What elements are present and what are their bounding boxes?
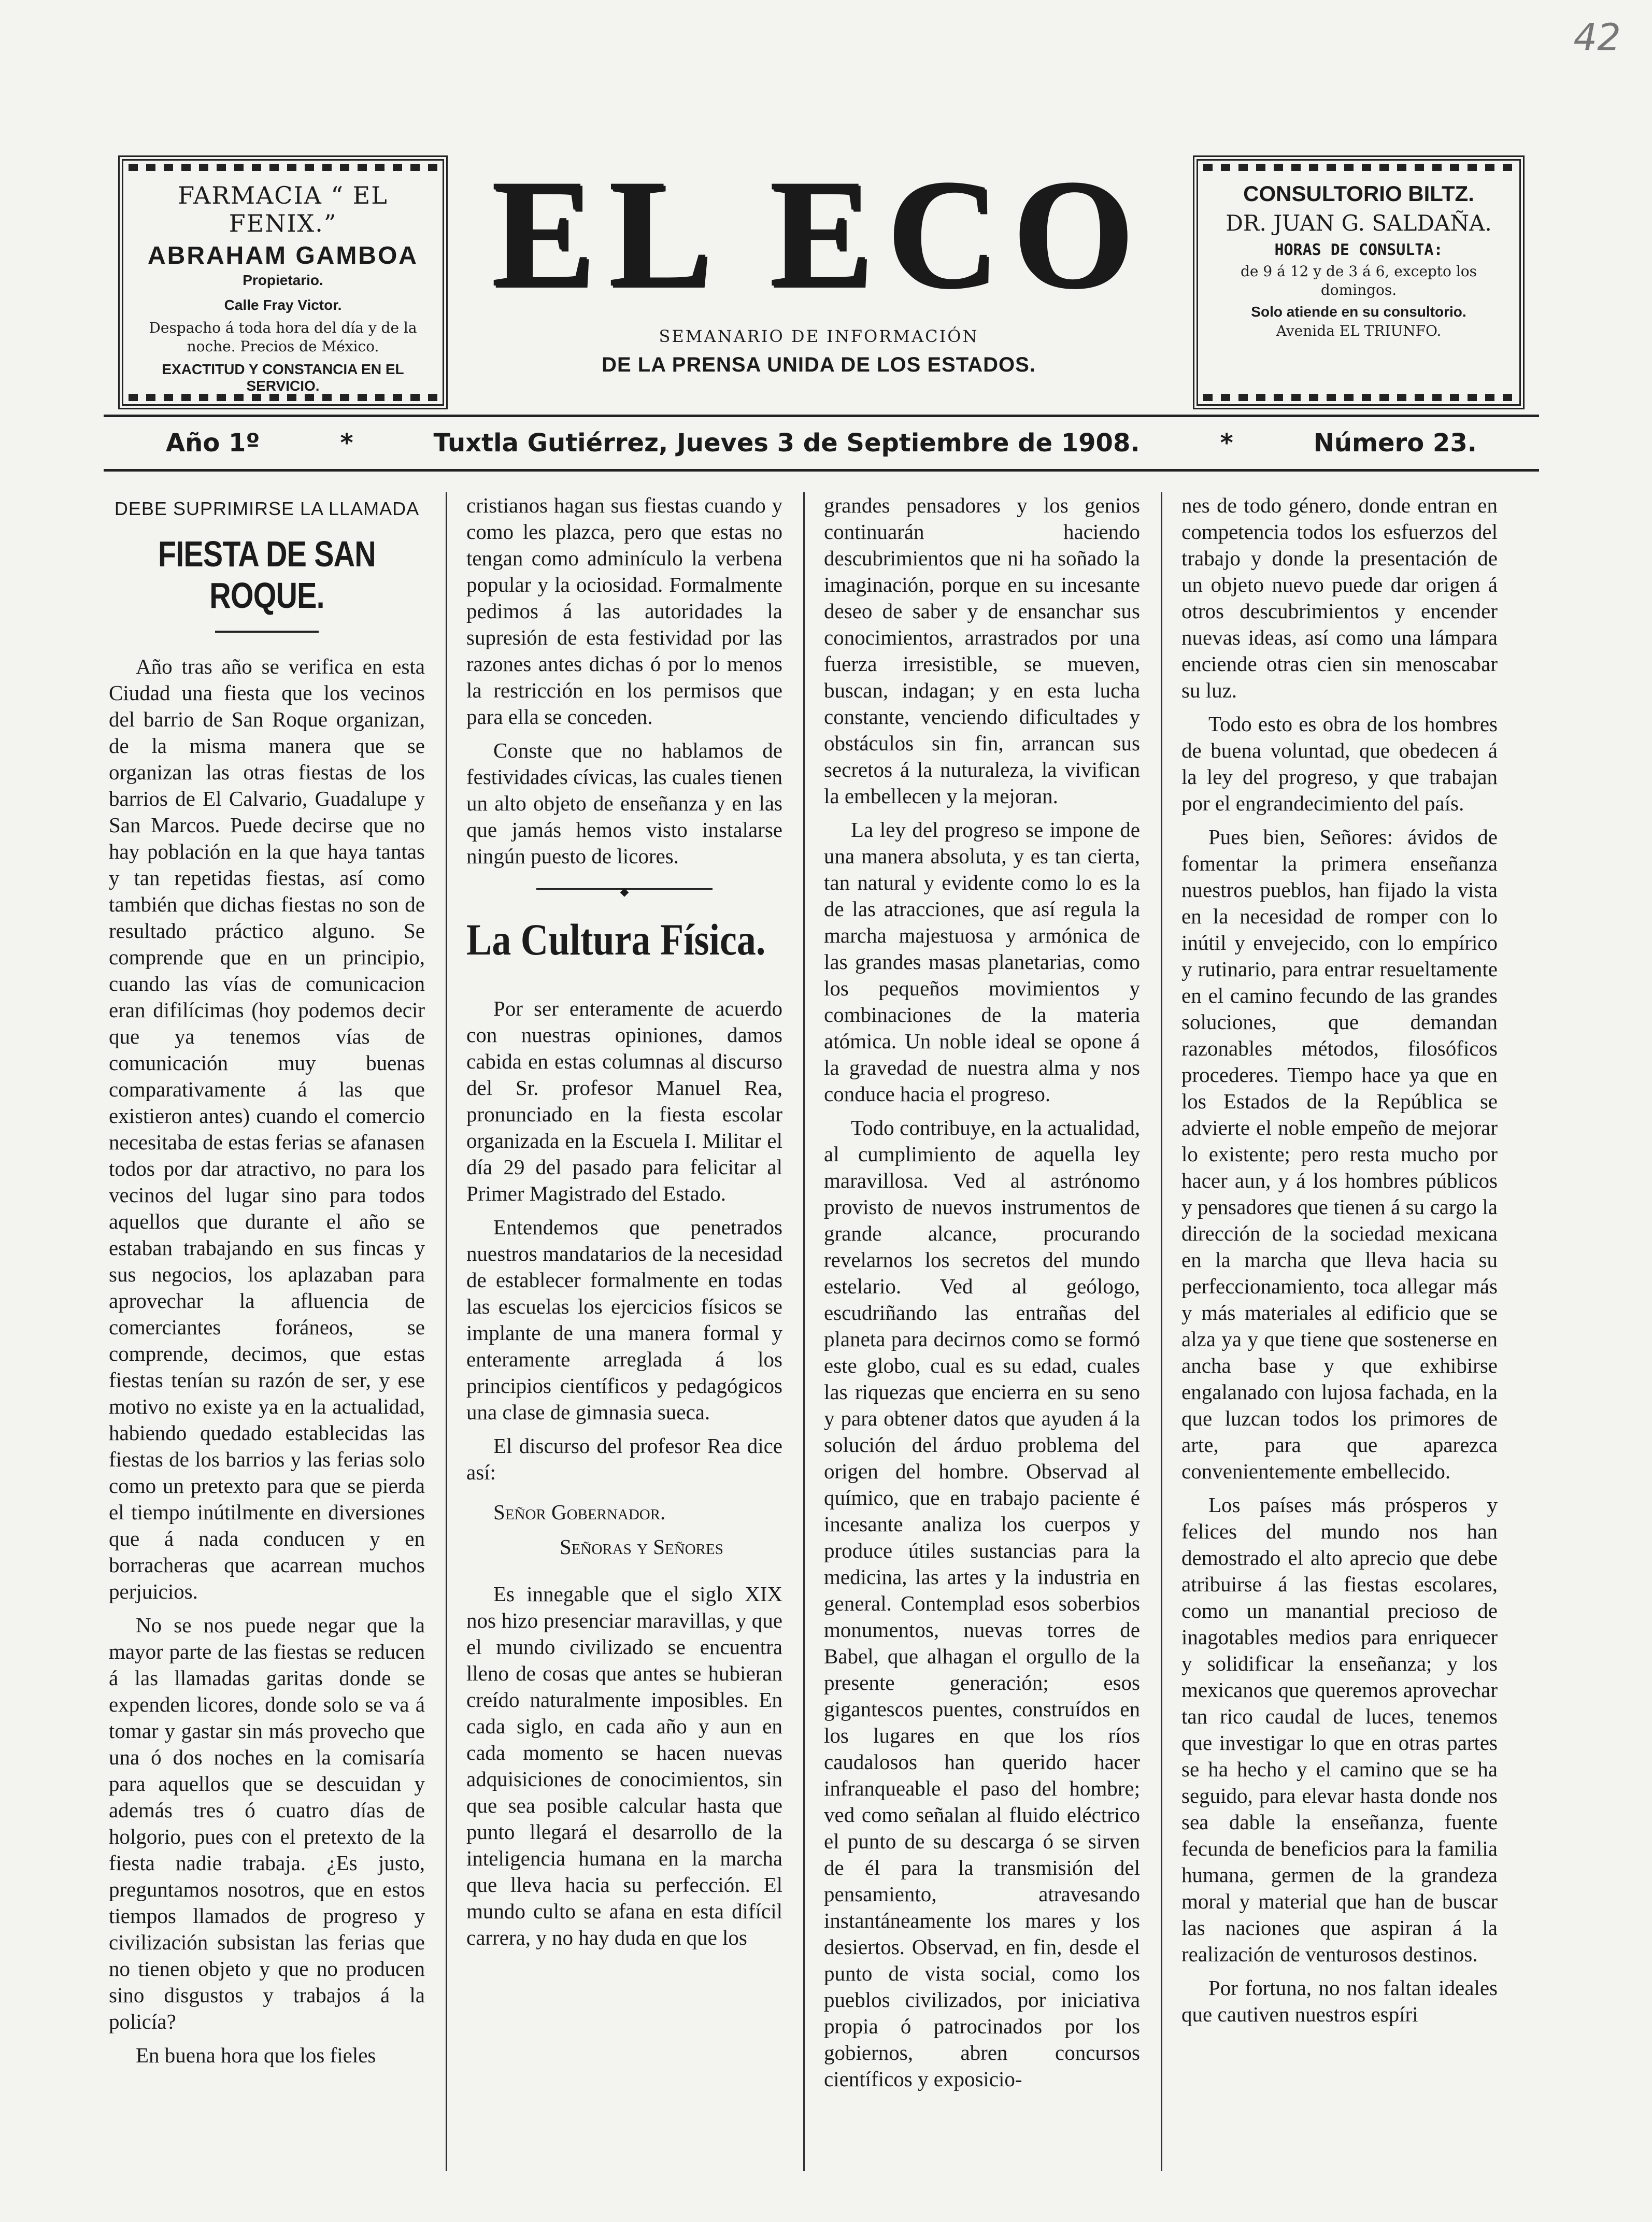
clinic-ad xyxy=(1193,155,1525,409)
article-paragraph: Entendemos que penetrados nuestros mandatarios de la necesidad de establecer formalmente en todas las escuelas los ejercicios físicos se implante de una manera formal y enteramente arreglada á los principios científicos y pedagógicos una clase de gimnasia sueca. xyxy=(466,1215,782,1424)
clinic-address: Avenida EL TRIUNFO. xyxy=(1276,322,1442,339)
column-4 xyxy=(1181,492,1498,2182)
dateline-star: * xyxy=(1220,429,1233,458)
pharmacy-owner-title: Propietario. xyxy=(243,272,323,288)
clinic-hours-label: HORAS DE CONSULTA: xyxy=(1274,241,1443,259)
newspaper-tagline: DE LA PRENSA UNIDA DE LOS ESTADOS. xyxy=(602,353,1036,376)
article-paragraph: cristianos hagan sus fiestas cuando y como les plazca, pero que estas no tengan como adminículo la verbena popular y la ociosidad. Formalmente pedimos á las autoridades la supresión de esta festividad por las razones antes dichas ó por lo menos la restricción en los permisos que para ella se conceden. xyxy=(466,493,782,729)
dateline-rule-bottom xyxy=(104,469,1539,472)
article-paragraph: En buena hora que los fieles xyxy=(136,2043,376,2067)
issue-number: Número 23. xyxy=(1313,429,1477,458)
dateline xyxy=(166,425,1477,461)
article-paragraph: Todo contribuye, en la actualidad, al cumplimiento de aquella ley maravillosa. Ved al astrónomo provisto de nuevos instrumentos de grande alcance, procurando revelarnos los secretos del mundo estelario. Ved al geólogo, escudriñando las entrañas del planeta para decirnos como se formó este globo, cual es su edad, cuales las riquezas que encierra en su seno y para obtener datos que ayuden á la solución del árduo problema del origen del hombre. Observad al químico, que en trabajo paciente é incesante analiza los cuerpos y produce útiles sustancias para la medicina, las artes y la industria en general. Contemplad esos soberbios monumentos, nuevas torres de Babel, que alhagan el orgullo de la presente generación; esos gigantescos puentes, construídos en los lugares en que los ríos caudalosos han querido hacer infranqueable el paso del hombre; ved como señalan al fluido eléctrico el punto de su descarga ó se sirven de él para la transmisión del pensamiento, atravesando instantáneamente los mares y los desiertos. Observad, en fin, desde el punto de vista social, como los pueblos civilizados, por iniciativa propia ó patrocinados por los gobiernos, abren concursos científicos y exposicio- xyxy=(824,1116,1140,2091)
speech-salutation: Señoras y Señores xyxy=(560,1535,723,1559)
article-kicker: DEBE SUPRIMIRSE LA LLAMADA xyxy=(114,498,420,519)
article-paragraph: Todo esto es obra de los hombres de buena voluntad, que obedecen á la ley del progreso, y que trabajan por el engrandecimiento del país. xyxy=(1181,712,1498,815)
clinic-doctor: DR. JUAN G. SALDAÑA. xyxy=(1226,210,1492,236)
headline-rule xyxy=(215,631,319,633)
place-and-date: Tuxtla Gutiérrez, Jueves 3 de Septiembre de 1908. xyxy=(433,429,1140,458)
newspaper-title: EL ECO xyxy=(491,147,1147,319)
article-paragraph: Pues bien, Señores: ávidos de fomentar la primera enseñanza nuestros pueblos, han fijado la vista en la necesidad de romper con lo inútil y envejecido, con lo empírico y rutinario, para entrar resueltamente en el camino fecundo de las grandes soluciones, que demandan razonables métodos, filosóficos procederes. Tiempo hace ya que en los Estados de la República se advierte el noble empeño de mejorar lo existente; pero resta mucho por hacer aun, y á los hombres públicos y pensadores que tienen á su cargo la dirección de la sociedad mexicana en la marcha que lleva hacia su perfeccionamiento, toca allegar más y más materiales al edificio que se alza ya y que tiene que sostenerse en ancha base y que exhibirse engalanado con lujosa fachada, en la que luzcan todos los primores de arte, para que aparezca convenientemente embellecido. xyxy=(1181,825,1498,1483)
article-paragraph: No se nos puede negar que la mayor parte de las fiestas se reducen á las llamadas garitas donde se expenden licores, donde solo se va á tomar y gastar sin más provecho que una ó dos noches en la comisaría para aquellos que se descuidan y además tres ó cuatro días de holgorio, pues con el pretexto de la fiesta nadie trabaja. ¿Es justo, preguntamos nosotros, que en estos tiempos llamados de progreso y civilización subsistan las ferias que no tienen objeto y que no producen sino disgustos y trabajos á la policía? xyxy=(109,1613,425,2033)
article-paragraph: El discurso del profesor Rea dice así: xyxy=(466,1434,782,1484)
section-divider xyxy=(536,888,713,890)
article-paragraph: Por ser enteramente de acuerdo con nuestras opiniones, damos cabida en estas columnas al discurso del Sr. profesor Manuel Rea, pronunciado en la fiesta escolar organizada en la Escuela I. Militar el día 29 del pasado para felicitar al Primer Magistrado del Estado. xyxy=(466,996,782,1205)
article-paragraph: La ley del progreso se impone de una manera absoluta, y es tan cierta, tan natural y evidente como lo es la de las atracciones, que así regula la marcha majestuosa y armónica de las grandes masas planetarias, como los pequeños movimientos y combinaciones de la materia atómica. Un noble ideal se opone á la gravedad de nuestra alma y nos conduce hacia el progreso. xyxy=(824,818,1140,1106)
newspaper-subtitle: SEMANARIO DE INFORMACIÓN xyxy=(659,326,979,346)
pharmacy-hours: Despacho á toda hora del día y de la noche. Precios de México. xyxy=(149,319,417,355)
page-number-mark: 42 xyxy=(1573,16,1621,59)
column-divider xyxy=(446,492,447,2171)
article-paragraph: Por fortuna, no nos faltan ideales que cautiven nuestros espíri xyxy=(1181,1976,1498,2026)
pharmacy-ad xyxy=(118,155,448,409)
pharmacy-owner: ABRAHAM GAMBOA xyxy=(148,242,418,269)
article-paragraph: Los países más prósperos y felices del mundo nos han demostrado el alto aprecio que debe atribuirse á las fiestas escolares, como un manantial precioso de inagotables medios para enriquecer y solidificar la enseñanza; y los mexicanos que queremos aprovechar tan rico caudal de luces, tenemos que investigar lo que en otras partes se ha hecho y el camino que se ha seguido, para elevar hasta donde nos sea dable la enseñanza, fuente fecunda de beneficios para la familia humana, germen de la grandeza moral y material que han de buscar las naciones que aspiran á la realización de venturosos destinos. xyxy=(1181,1493,1498,1966)
column-divider xyxy=(1161,492,1162,2171)
article-paragraph: Año tras año se verifica en esta Ciudad una fiesta que los vecinos del barrio de San Roque organizan, de la misma manera que se organizan las otras fiestas de los barrios de El Calvario, Guadalupe y San Marcos. Puede decirse que no hay población en la que haya tantas y tan repetidas fiestas, así como también que dichas fiestas no son de resultado práctico alguno. Se comprende que en un principio, cuando las vías de comunicacion eran difilícimas (hoy podemos decir que ya tenemos vías de comunicación muy buenas comparativamente á las que existieron antes) cuando el comercio necesitaba de estas ferias se afanasen todos por dar atractivo, no para los vecinos del lugar sino para todos aquellos que durante el año se estaban trabajando en sus fincas y sus negocios, los aplazaban para aprovechar la afluencia de comerciantes foráneos, se comprende, decimos, que estas fiestas tenían su razón de ser, y ese motivo no existe ya en la actualidad, habiendo quedado establecidas las fiestas de los barrios y las ferias solo como un pretexto para que se pierda el tiempo inútilmente en diversiones que á nada conducen y en borracheras que acarrean muchos perjuicios. xyxy=(109,654,425,1603)
column-1 xyxy=(109,492,425,2182)
volume-year: Año 1º xyxy=(166,429,260,458)
column-2 xyxy=(466,492,782,2182)
column-3 xyxy=(824,492,1140,2182)
clinic-note: Solo atiende en su consultorio. xyxy=(1251,304,1466,320)
article-paragraph: Conste que no hablamos de festividades cívicas, las cuales tienen un alto objeto de enseñanza y en las que jamás hemos visto instalarse ningún puesto de licores. xyxy=(466,738,782,868)
pharmacy-address: Calle Fray Victor. xyxy=(224,297,342,313)
article-headline: La Cultura Física. xyxy=(466,915,766,964)
pharmacy-motto: EXACTITUD Y CONSTANCIA EN EL SERVICIO. xyxy=(162,361,404,394)
speech-salutation: Señor Gobernador. xyxy=(493,1500,666,1524)
article-paragraph: grandes pensadores y los genios continuarán haciendo descubrimientos que ni ha soñado la imaginación, porque en su incesante deseo de saber y de ensanchar sus conocimientos, arrastrados por una fuerza irresistible, se mueven, buscan, indagan; y en esta lucha constante, venciendo dificultades y obstáculos sin fin, arrancan sus secretos á la nuturaleza, la vivifican la embellecen y la mejoran. xyxy=(824,493,1140,808)
article-paragraph: nes de todo género, donde entran en competencia todos los esfuerzos del trabajo y donde la presentación de un objeto nuevo puede dar origen á otros descubrimientos y encender nuevas ideas, así como una lámpara enciende otras cien sin menoscabar su luz. xyxy=(1181,493,1498,702)
dateline-star: * xyxy=(340,429,353,458)
dateline-rule-top xyxy=(104,415,1539,417)
masthead xyxy=(466,147,1171,377)
pharmacy-name: FARMACIA “ EL FENIX.” xyxy=(178,181,388,237)
clinic-hours: de 9 á 12 y de 3 á 6, excepto los domingos. xyxy=(1241,263,1477,298)
article-paragraph: Es innegable que el siglo XIX nos hizo presenciar maravillas, y que el mundo civilizado se encuentra lleno de cosas que antes se hubieran creído naturalmente imposibles. En cada siglo, en cada año y aun en cada momento se hacen nuevas adquisiciones de conocimientos, sin que sea posible calcular hasta que punto llegará el desarrollo de la inteligencia humana en la marcha que lleva hacia su perfección. El mundo culto se afana en esta difícil carrera, y no hay duda en que los xyxy=(466,1582,782,1949)
column-divider xyxy=(803,492,805,2171)
article-headline: FIESTA DE SAN ROQUE. xyxy=(158,534,376,616)
clinic-name: CONSULTORIO BILTZ. xyxy=(1243,181,1474,206)
